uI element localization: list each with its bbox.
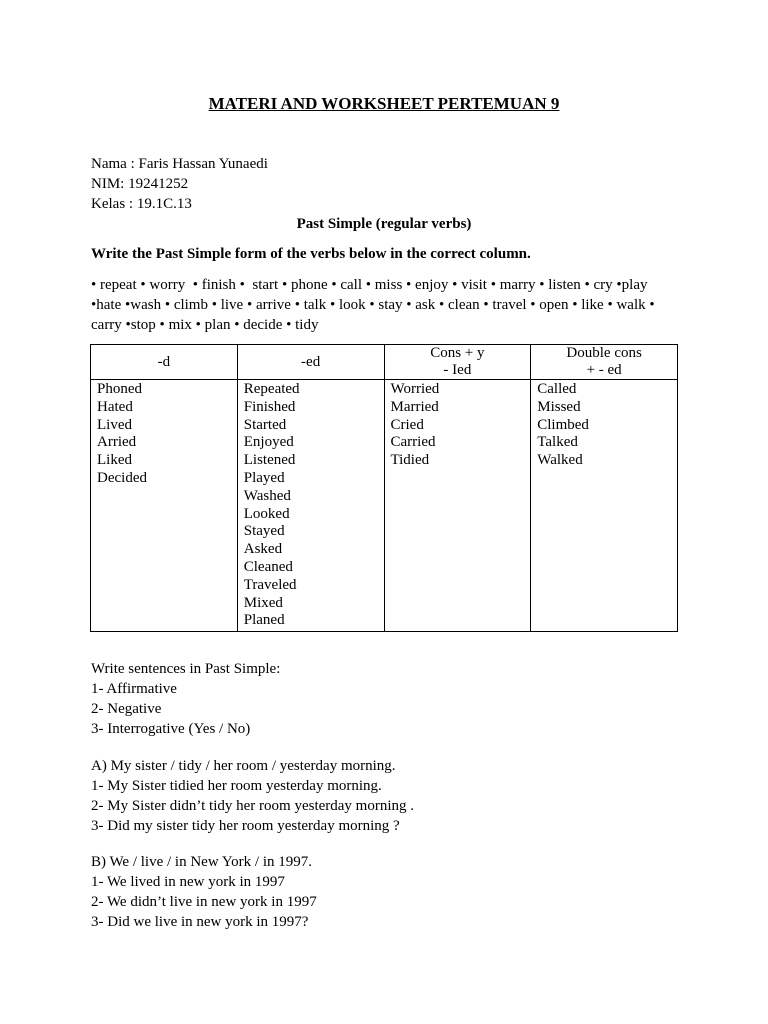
table-instruction: Write the Past Simple form of the verbs below in the correct column.: [91, 246, 531, 262]
exercise-prompt: B) We / live / in New York / in 1997.: [91, 854, 313, 870]
section-subtitle: Past Simple (regular verbs): [296, 216, 472, 232]
verb-cell: Tidied: [390, 452, 430, 469]
verb-cell: Mixed: [243, 594, 283, 611]
verb-cell: Called: [537, 381, 577, 397]
sentence-type: 2- Negative: [91, 701, 162, 717]
verb-cell: Started: [243, 416, 287, 433]
student-info: [91, 154, 681, 214]
student-class: Kelas : 19.1C.13: [91, 196, 192, 212]
verb-list-line: •hate •wash • climb • live • arrive • talk • look • stay • ask • clean • travel • open • like • walk •: [91, 297, 655, 313]
verb-list-line: • repeat • worry • finish • start • phone • call • miss • enjoy • visit • marry • listen • cry •play: [91, 277, 648, 293]
verb-cell: Hated: [97, 398, 133, 415]
sentences-heading: Write sentences in Past Simple:: [91, 661, 281, 677]
verb-cell: Phoned: [97, 381, 142, 397]
verb-cell: Cried: [390, 416, 424, 433]
header-text: - Ied: [443, 362, 472, 378]
exercise-answer: 3- Did we live in new york in 1997?: [91, 914, 309, 930]
verb-cell: Married: [390, 398, 439, 415]
verb-cell: Missed: [537, 398, 581, 415]
verb-cell: Talked: [537, 434, 578, 451]
header-cons-y: [384, 345, 531, 380]
verb-cell: Carried: [390, 434, 436, 451]
exercise-prompt: A) My sister / tidy / her room / yesterday morning.: [91, 758, 396, 774]
column-double-cons: [531, 380, 678, 632]
header-d: [91, 345, 238, 380]
exercise-a: [91, 757, 681, 837]
verb-cell: Decided: [97, 469, 147, 486]
header-text: + - ed: [586, 362, 622, 378]
verb-cell: Walked: [537, 452, 583, 469]
header-text: -d: [157, 353, 171, 370]
verb-cell: Liked: [97, 452, 132, 469]
verb-cell: Repeated: [243, 381, 300, 397]
exercise-answer: 1- We lived in new york in 1997: [91, 874, 285, 890]
header-text: Cons + y: [430, 345, 485, 361]
table-row: [91, 380, 678, 632]
verb-cell: Looked: [243, 505, 290, 522]
exercise-answer: 2- My Sister didn’t tidy her room yesterday morning .: [91, 798, 415, 814]
exercise-answer: 1- My Sister tidied her room yesterday morning.: [91, 778, 382, 794]
verb-cell: Played: [243, 469, 285, 486]
verb-table: [90, 344, 678, 632]
verb-cell: Cleaned: [243, 558, 293, 575]
verb-cell: Listened: [243, 452, 296, 469]
column-ed: [237, 380, 384, 632]
verb-cell: Stayed: [243, 523, 285, 540]
verb-cell: Finished: [243, 398, 296, 415]
verb-cell: Asked: [243, 541, 283, 558]
column-cons-y: [384, 380, 531, 632]
table-header-row: [91, 345, 678, 380]
exercise-answer: 3- Did my sister tidy her room yesterday morning ?: [91, 818, 400, 834]
verb-cell: Lived: [97, 416, 132, 433]
verb-cell: Washed: [243, 487, 291, 504]
header-ed: [237, 345, 384, 380]
exercise-answer: 2- We didn’t live in new york in 1997: [91, 894, 317, 910]
sentence-type: 3- Interrogative (Yes / No): [91, 721, 251, 737]
verb-list: [91, 276, 681, 336]
verb-list-line: carry •stop • mix • plan • decide • tidy: [91, 317, 319, 333]
column-d: [91, 380, 238, 632]
verb-cell: Traveled: [243, 576, 297, 593]
sentence-type: 1- Affirmative: [91, 681, 177, 697]
student-nim: NIM: 19241252: [91, 176, 189, 192]
verb-cell: Enjoyed: [243, 434, 294, 451]
header-text: Double cons: [566, 345, 642, 361]
page-title: MATERI AND WORKSHEET PERTEMUAN 9: [208, 94, 560, 113]
student-name: Nama : Faris Hassan Yunaedi: [91, 156, 268, 172]
verb-cell: Planed: [243, 612, 285, 629]
sentences-instructions: [91, 660, 681, 740]
verb-cell: Worried: [390, 381, 440, 397]
exercise-b: [91, 853, 681, 933]
verb-cell: Arried: [97, 434, 137, 451]
header-text: -ed: [301, 353, 321, 370]
header-double-cons: [531, 345, 678, 380]
verb-cell: Climbed: [537, 416, 589, 433]
